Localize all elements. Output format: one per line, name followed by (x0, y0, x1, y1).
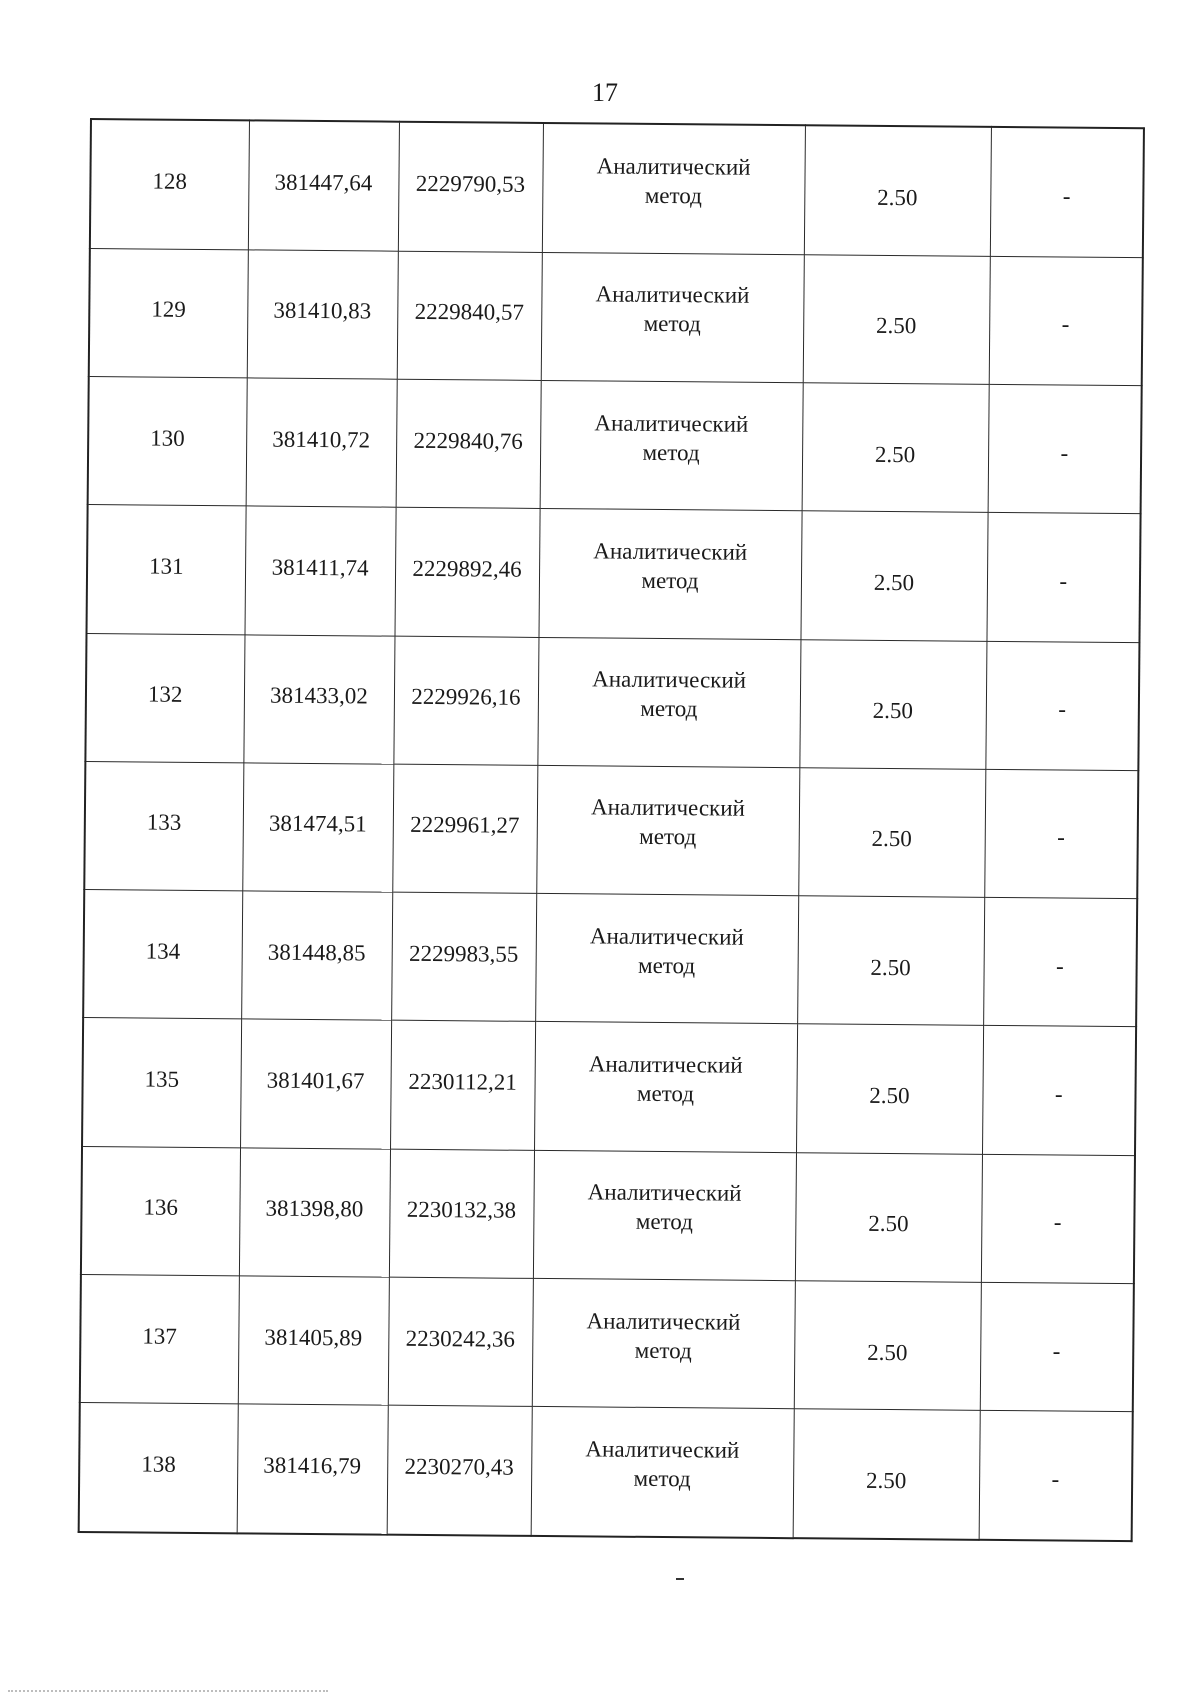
point-number-cell: 133 (84, 761, 243, 891)
note-cell: - (981, 1154, 1135, 1284)
point-number-cell: 128 (90, 119, 249, 250)
point-number-cell: 138 (79, 1403, 238, 1534)
page-number: 17 (592, 78, 618, 107)
method-line1: Аналитический (590, 794, 746, 822)
note-cell: - (990, 127, 1144, 257)
table-row (90, 119, 1144, 257)
accuracy-cell: 2.50 (804, 125, 991, 256)
table-row (81, 1146, 1135, 1283)
y-coordinate-cell: 2230242,36 (388, 1277, 533, 1407)
table-row (82, 1018, 1136, 1155)
method-cell (533, 1150, 796, 1281)
y-coordinate-cell: 2229790,53 (398, 122, 543, 252)
method-line2: метод (639, 824, 697, 850)
y-coordinate-cell: 2229926,16 (393, 636, 538, 766)
coordinates-table-container (78, 118, 1143, 1542)
note-cell: - (980, 1282, 1134, 1412)
y-coordinate-cell: 2229840,76 (396, 379, 541, 509)
method-cell (538, 509, 801, 640)
note-cell: - (985, 641, 1139, 771)
table-row (84, 761, 1138, 898)
note-cell: - (979, 1411, 1133, 1542)
table-row (80, 1274, 1134, 1411)
note-cell: - (986, 513, 1140, 643)
x-coordinate-cell: 381447,64 (248, 120, 399, 250)
table-row (89, 248, 1143, 385)
point-number-cell: 129 (89, 248, 248, 378)
y-coordinate-cell: 2230112,21 (390, 1021, 535, 1151)
note-cell: - (984, 769, 1138, 899)
accuracy-cell: 2.50 (799, 639, 986, 769)
table-row (79, 1403, 1133, 1541)
x-coordinate-cell: 381405,89 (238, 1276, 389, 1406)
method-cell (535, 894, 798, 1025)
table-row (87, 505, 1141, 642)
table-row (83, 890, 1137, 1027)
method-cell (541, 252, 804, 383)
y-coordinate-cell: 2229961,27 (392, 764, 537, 894)
method-line2: метод (640, 695, 698, 722)
x-coordinate-cell: 381448,85 (241, 891, 392, 1021)
coordinates-table (78, 118, 1145, 1542)
accuracy-cell: 2.50 (798, 768, 985, 898)
method-line1: Аналитический (593, 538, 748, 565)
method-cell (531, 1407, 794, 1538)
note-cell: - (983, 897, 1137, 1027)
method-line1: Аналитический (588, 1051, 743, 1078)
y-coordinate-cell: 2229840,57 (397, 251, 542, 381)
method-line2: метод (634, 1337, 692, 1363)
x-coordinate-cell: 381416,79 (237, 1404, 388, 1534)
coordinates-table-body (79, 119, 1144, 1541)
accuracy-cell: 2.50 (803, 254, 990, 384)
point-number-cell: 136 (81, 1146, 240, 1276)
note-cell: - (989, 256, 1143, 386)
x-coordinate-cell: 381398,80 (239, 1148, 390, 1278)
x-coordinate-cell: 381474,51 (242, 763, 393, 893)
method-line1: Аналитический (594, 409, 749, 437)
method-line2: метод (643, 311, 701, 337)
method-cell (534, 1022, 797, 1153)
accuracy-cell: 2.50 (793, 1409, 980, 1540)
x-coordinate-cell: 381410,83 (247, 250, 398, 380)
point-number-cell: 130 (88, 376, 247, 506)
x-coordinate-cell: 381411,74 (244, 506, 395, 636)
method-line1: Аналитический (586, 1308, 741, 1335)
method-cell (532, 1278, 795, 1409)
y-coordinate-cell: 2229983,55 (391, 892, 536, 1022)
accuracy-cell: 2.50 (794, 1281, 981, 1411)
method-line2: метод (637, 952, 696, 979)
method-line1: Аналитический (592, 666, 747, 693)
point-number-cell: 131 (87, 505, 246, 635)
y-coordinate-cell: 2230270,43 (387, 1405, 532, 1535)
note-cell: - (982, 1026, 1136, 1156)
point-number-cell: 137 (80, 1274, 239, 1404)
note-cell: - (988, 384, 1142, 514)
method-line2: метод (633, 1465, 691, 1492)
method-line1: Аналитический (585, 1436, 740, 1463)
method-cell (537, 637, 800, 768)
point-number-cell: 135 (82, 1018, 241, 1148)
method-line2: метод (636, 1080, 695, 1107)
method-line2: метод (641, 567, 699, 594)
accuracy-cell: 2.50 (796, 1024, 983, 1154)
method-cell (542, 123, 805, 254)
method-line1: Аналитический (587, 1179, 742, 1207)
y-coordinate-cell: 2230132,38 (389, 1149, 534, 1279)
method-line2: метод (644, 182, 702, 209)
table-row (85, 633, 1139, 770)
method-line1: Аналитический (589, 923, 744, 950)
scan-artifact (8, 1690, 328, 1694)
method-cell (536, 765, 799, 896)
method-line1: Аналитический (596, 153, 751, 180)
method-cell (540, 380, 803, 511)
accuracy-cell: 2.50 (795, 1152, 982, 1282)
method-line2: метод (635, 1209, 694, 1235)
stray-mark (676, 1578, 684, 1580)
point-number-cell: 132 (85, 633, 244, 763)
accuracy-cell: 2.50 (797, 896, 984, 1026)
accuracy-cell: 2.50 (802, 383, 989, 513)
y-coordinate-cell: 2229892,46 (394, 507, 539, 637)
x-coordinate-cell: 381410,72 (246, 378, 397, 508)
x-coordinate-cell: 381433,02 (243, 634, 394, 764)
method-line1: Аналитический (595, 281, 750, 309)
method-line2: метод (642, 439, 700, 465)
point-number-cell: 134 (83, 890, 242, 1020)
table-row (88, 376, 1142, 513)
x-coordinate-cell: 381401,67 (240, 1019, 391, 1149)
accuracy-cell: 2.50 (800, 511, 987, 641)
